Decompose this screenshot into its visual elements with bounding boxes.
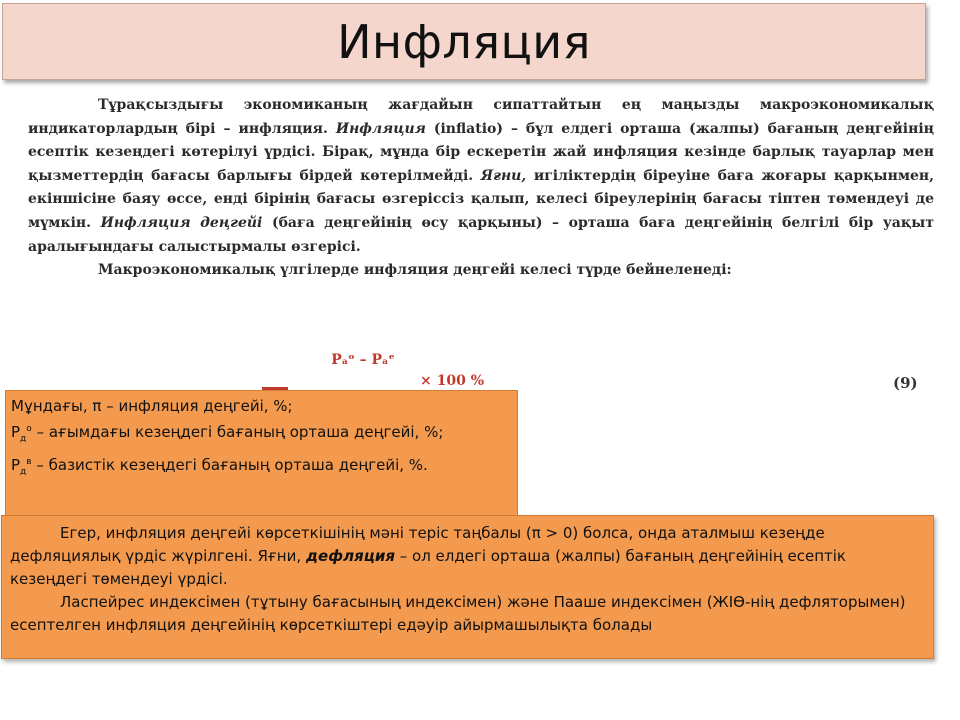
scan-paragraph-2: Макроэкономикалық үлгілерде инфляция деңгейі келесі түрде бейнеленеді: bbox=[98, 262, 732, 279]
title-bar bbox=[2, 3, 926, 80]
definition-text: – ағымдағы кезеңдегі бағаның орташа деңгейі, %; bbox=[31, 423, 444, 441]
index-paragraph: Ласпейрес индексімен (тұтыну бағасының индексімен) және Пааше индексімен (ЖІӨ-нің дефляторымен) есептелген инфляция деңгейінің көрсеткіштері едәуір айырмашылықта болады bbox=[10, 593, 906, 634]
symbol-p: P bbox=[11, 456, 21, 474]
symbol-p: P bbox=[11, 423, 21, 441]
definition-pb bbox=[11, 451, 513, 484]
term-deflation: дефляция bbox=[305, 547, 395, 565]
definition-text: – базистік кезеңдегі бағаның орташа деңгейі, %. bbox=[31, 456, 428, 474]
scan-text: игіліктердің біреуіне баға жоғары қарқынмен, екіншісіне баяу өссе, енді бірінің бағасы өзгеріссіз қалып, келесі біреулерінің бағасы тіптен төмендеуі де мүмкін. bbox=[28, 167, 935, 231]
formula-numerator: Pₐᵒ – Pₐᵉ bbox=[331, 352, 395, 368]
definition-p0 bbox=[11, 418, 513, 451]
definition-pi: Мұндағы, π – инфляция деңгейі, %; bbox=[11, 397, 293, 415]
term-yagni: Яғни, bbox=[480, 167, 527, 184]
deflation-text: Егер, инфляция деңгейі көрсеткішінің мәні теріс таңбалы (π > 0) болса, онда аталмыш кезеңде дефляциялық үрдіс жүрілгені. Яғни, bbox=[10, 524, 825, 565]
formula-lhs-mark bbox=[262, 373, 288, 390]
scanned-text-block bbox=[28, 94, 934, 283]
term-inflation-level: Инфляция деңгейі bbox=[100, 214, 263, 231]
scan-paragraph-1 bbox=[28, 94, 934, 259]
scan-text: (inflatio) – бұл елдегі орташа (жалпы) бағаның деңгейінің есептік кезеңдегі көтерілуі үрдісі. Бірақ, мұнда бір ескеретін жай инфляция кезінде барлық тауарлар мен қызметтердің бағасы барлығы бірдей көтерілмейді. bbox=[28, 120, 935, 184]
symbol-sub: д bbox=[20, 467, 27, 477]
formula-tail: × 100 % bbox=[420, 373, 485, 389]
symbol-sub: д bbox=[20, 434, 27, 444]
deflation-paragraph bbox=[10, 522, 925, 591]
deflation-box bbox=[1, 515, 934, 659]
definitions-box bbox=[5, 390, 518, 518]
deflation-text: – ол елдегі орташа (жалпы) бағаның деңгейінің есептік кезеңдегі төмендеуі үрдісі. bbox=[10, 547, 846, 588]
slide-title: Инфляция bbox=[337, 14, 591, 69]
symbol-sup: о bbox=[26, 424, 32, 434]
equation-number: (9) bbox=[893, 374, 918, 392]
term-inflation: Инфляция bbox=[335, 120, 426, 137]
scan-text: Тұрақсыздығы экономиканың жағдайын сипаттайтын ең маңызды макроэкономикалық индикаторлардың бірі – инфляция. bbox=[28, 97, 934, 137]
symbol-sup: в bbox=[26, 457, 32, 467]
scan-text: (баға деңгейінің өсу қарқыны) – орташа баға деңгейінің белгілі бір уақыт аралығындағы салыстырмалы өзгерісі. bbox=[28, 214, 934, 255]
